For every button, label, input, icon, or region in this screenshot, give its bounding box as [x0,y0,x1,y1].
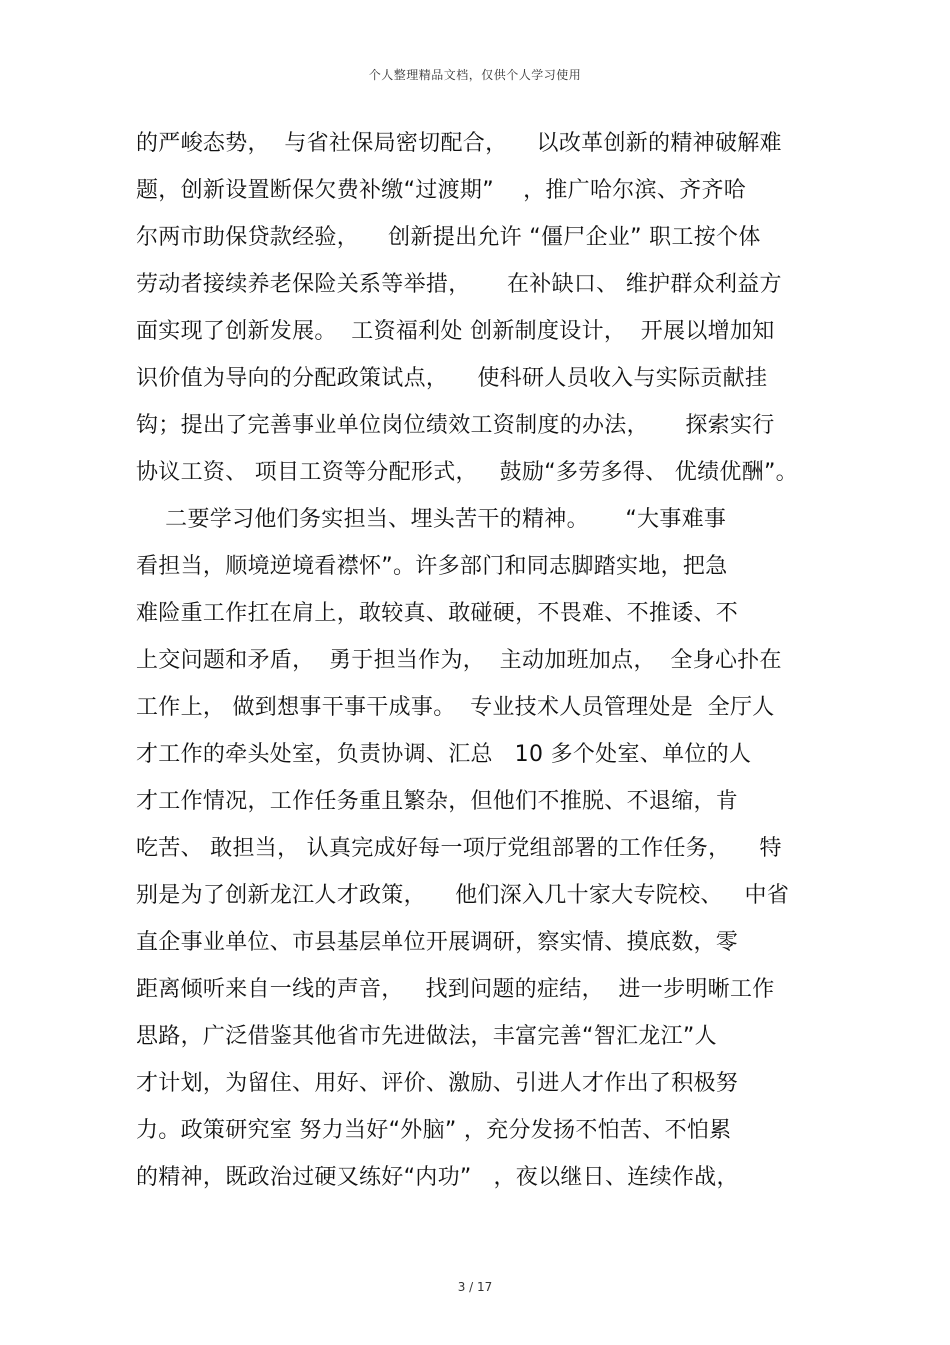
text-line: 钩；提出了完善事业单位岗位绩效工资制度的办法， 探索实行 [136,413,775,438]
text-line: 才计划，为留住、用好、评价、激励、引进人才作出了积极努 [136,1071,739,1096]
text-line: 难险重工作扛在肩上，敢较真、敢碰硬，不畏难、不推诿、不 [136,601,739,626]
document-body [136,124,826,1205]
text-line: 协议工资、 项目工资等分配形式， 鼓励“多劳多得、 优绩优酬”。 [136,460,798,485]
text-line: 吃苦、 敢担当， 认真完成好每一项厅党组部署的工作任务， 特 [136,836,782,861]
text-line: 才工作的牵头处室，负责协调、汇总 10 多个处室、单位的人 [136,742,752,767]
page-number: 3 / 17 [457,1280,493,1294]
page-header-note: 个人整理精品文档，仅供个人学习使用 [368,68,582,82]
text-line: 上交问题和矛盾， 勇于担当作为， 主动加班加点， 全身心扑在 [136,648,782,673]
text-line: 尔两市助保贷款经验， 创新提出允许 “僵尸企业” 职工按个体 [136,225,761,250]
text-line: 工作上， 做到想事干事干成事。 专业技术人员管理处是 全厅人 [136,695,775,720]
text-line: 的严峻态势， 与省社保局密切配合， 以改革创新的精神破解难 [136,131,782,156]
text-line: 直企事业单位、市县基层单位开展调研，察实情、摸底数，零 [136,930,739,955]
text-line: 劳动者接续养老保险关系等举措， 在补缺口、 维护群众利益方 [136,272,782,297]
text-line: 面实现了创新发展。 工资福利处 创新制度设计， 开展以增加知 [136,319,775,344]
text-line: 别是为了创新龙江人才政策， 他们深入几十家大专院校、 中省 [136,883,790,908]
text-line: 距离倾听来自一线的声音， 找到问题的症结， 进一步明晰工作 [136,977,775,1002]
text-line: 思路，广泛借鉴其他省市先进做法，丰富完善“智汇龙江”人 [136,1024,717,1049]
text-line: 题，创新设置断保欠费补缴“过渡期” ，推广哈尔滨、齐齐哈 [136,178,747,203]
text-line: 力。政策研究室 努力当好“外脑” ，充分发扬不怕苦、不怕累 [136,1118,732,1143]
text-line: 识价值为导向的分配政策试点， 使科研人员收入与实际贡献挂 [136,366,768,391]
text-line: 的精神，既政治过硬又练好“内功” ，夜以继日、连续作战， [136,1165,739,1190]
text-line: 二要学习他们务实担当、埋头苦干的精神。 “大事难事 [136,507,727,532]
text-line: 才工作情况，工作任务重且繁杂，但他们不推脱、不退缩，肯 [136,789,739,814]
text-line: 看担当，顺境逆境看襟怀”。许多部门和同志脚踏实地，把急 [136,554,728,579]
